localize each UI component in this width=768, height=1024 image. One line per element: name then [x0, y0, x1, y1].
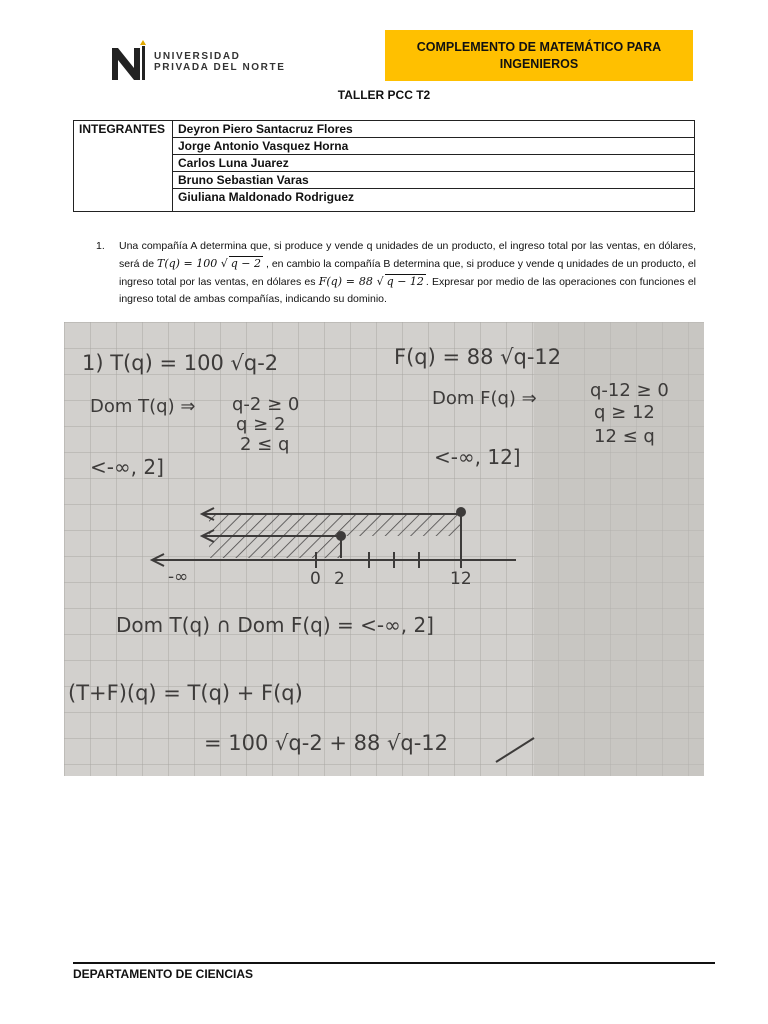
interval-t: <-∞, 2] — [90, 455, 164, 479]
course-title: COMPLEMENTO DE MATEMÁTICO PARA INGENIEROS — [416, 39, 662, 71]
logo-line-1: UNIVERSIDAD — [154, 51, 241, 62]
member-name: Jorge Antonio Vasquez Horna — [173, 138, 695, 155]
dom-t-step-2: q ≥ 2 — [236, 414, 286, 435]
member-name: Carlos Luna Juarez — [173, 155, 695, 172]
university-logo — [108, 40, 288, 84]
members-table — [73, 120, 695, 212]
course-title-box — [385, 30, 693, 81]
problem-text-part: Una compañía A determina que, si produce y vende q unidades de un producto, el ingreso total por las ventas, en dólares, será de — [119, 240, 696, 270]
interval-f: <-∞, 12] — [434, 445, 521, 469]
member-name: Deyron Piero Santacruz Flores — [173, 121, 695, 138]
footer — [73, 962, 715, 981]
logo-line-2: PRIVADA DEL NORTE — [154, 62, 286, 73]
dom-t-label: Dom T(q) ⇒ — [90, 396, 196, 417]
table-row — [74, 121, 695, 138]
f-definition: F(q) = 88 √q-12 — [394, 345, 562, 369]
problem-text — [119, 238, 696, 308]
problem-statement — [96, 238, 696, 308]
dom-t-step-3: 2 ≤ q — [240, 434, 290, 455]
dom-f-step-1: q-12 ≥ 0 — [590, 380, 669, 401]
problem-number: 1. — [96, 240, 105, 252]
dom-f-label: Dom F(q) ⇒ — [432, 388, 537, 409]
handwritten-solution-photo — [64, 322, 704, 776]
members-label: INTEGRANTES — [74, 121, 173, 212]
sum-line-2: = 100 √q-2 + 88 √q-12 — [204, 731, 449, 755]
taller-title: TALLER PCC T2 — [337, 88, 431, 102]
member-name: Bruno Sebastian Varas — [173, 172, 695, 189]
axis-label-zero: 0 — [310, 569, 321, 589]
dom-f-step-2: q ≥ 12 — [594, 402, 655, 423]
dom-f-step-3: 12 ≤ q — [594, 426, 655, 447]
axis-label-neg-inf: -∞ — [168, 567, 189, 587]
problem-text-part: . Expresar por medio de las operaciones con funciones el ingreso total de ambas compañías, indicando su dominio. — [119, 276, 696, 305]
upn-emblem-icon — [108, 40, 150, 84]
logo-text — [154, 51, 285, 73]
formula-t: T(q) = 100 √ q − 2 — [157, 257, 262, 270]
axis-label-twelve: 12 — [450, 569, 472, 589]
sum-line-1: (T+F)(q) = T(q) + F(q) — [68, 681, 303, 705]
formula-f: F(q) = 88 √ q − 12 — [318, 275, 424, 288]
solution-sketch — [64, 322, 704, 776]
axis-label-two: 2 — [334, 569, 345, 589]
t-definition: 1) T(q) = 100 √q-2 — [82, 351, 279, 375]
dom-t-step-1: q-2 ≥ 0 — [232, 394, 300, 415]
domain-intersection: Dom T(q) ∩ Dom F(q) = <-∞, 2] — [116, 613, 434, 637]
department-name: DEPARTAMENTO DE CIENCIAS — [73, 967, 254, 981]
member-name: Giuliana Maldonado Rodriguez — [173, 189, 695, 212]
problem-text-part: , en cambio la compañía B determina que, si produce y vende q unidades de un producto, el ingreso total por las ventas, en dólares es — [119, 258, 696, 288]
